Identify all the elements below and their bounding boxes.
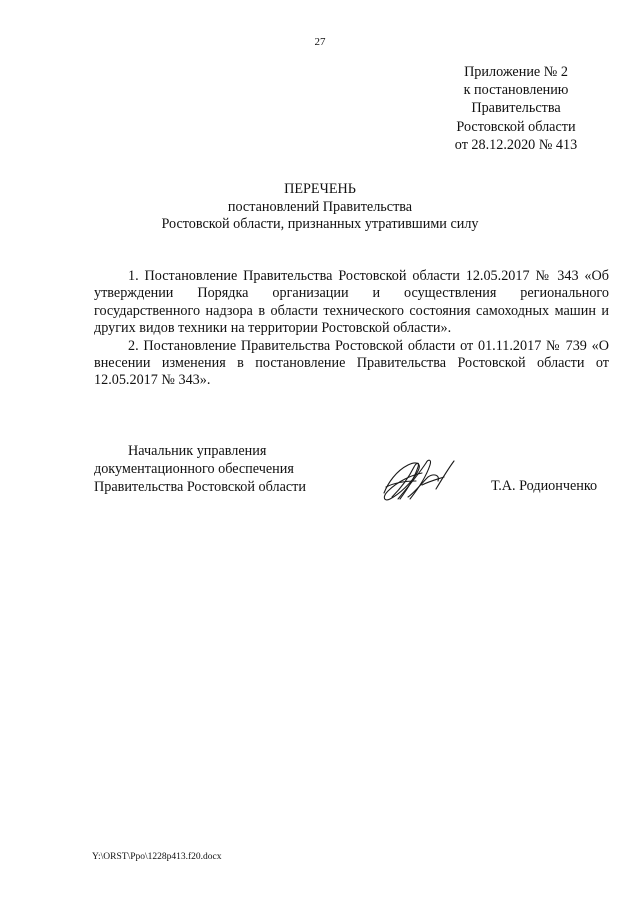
- items-list: [94, 268, 609, 390]
- title-line: Ростовской области, признанных утратившими силу: [161, 216, 479, 233]
- signer-position: [94, 442, 306, 496]
- list-item: 1. Постановление Правительства Ростовской области 12.05.2017 № 343 «Об утверждении Порядка организации и осуществления регионального государственного надзора в области технического состояния самоходных машин и других видов техники на территории Ростовской области».: [94, 268, 609, 337]
- appendix-line: к постановлению: [463, 82, 569, 99]
- file-path: Y:\ORST\Ppo\1228p413.f20.docx: [92, 852, 222, 862]
- appendix-line: Приложение № 2: [464, 64, 568, 80]
- document-title: [0, 181, 640, 234]
- position-line: Начальник управления: [128, 443, 267, 459]
- position-line: Правительства Ростовской области: [94, 479, 306, 495]
- position-line: документационного обеспечения: [94, 461, 294, 477]
- appendix-line: Ростовской области: [456, 118, 576, 135]
- appendix-line: от 28.12.2020 № 413: [454, 136, 578, 153]
- appendix-block: [430, 63, 602, 154]
- page-number: 27: [314, 36, 326, 48]
- title-line: постановлений Правительства: [227, 198, 413, 215]
- title-heading: ПЕРЕЧЕНЬ: [284, 181, 356, 197]
- list-item: 2. Постановление Правительства Ростовской области от 01.11.2017 № 739 «О внесении изменения в постановление Правительства Ростовской области от 12.05.2017 № 343».: [94, 337, 609, 389]
- handwritten-signature: [378, 453, 460, 509]
- appendix-line: Правительства: [471, 100, 561, 117]
- signatory-name: Т.А. Родионченко: [491, 478, 598, 494]
